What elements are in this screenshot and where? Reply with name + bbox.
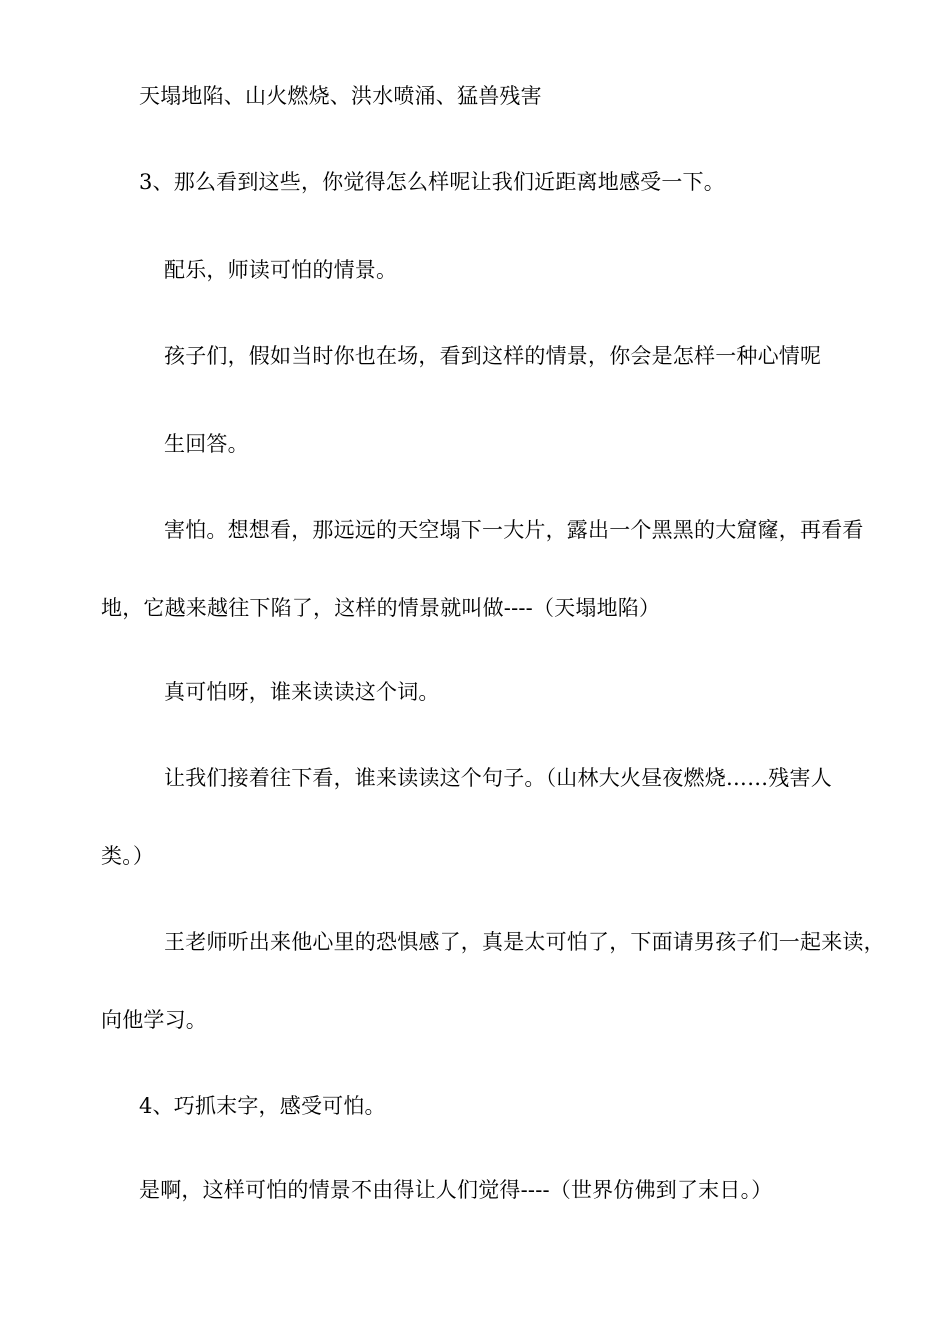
text-line-disasters: 天塌地陷、山火燃烧、洪水喷涌、猛兽残害: [139, 84, 542, 108]
text-line-end-of-world: 是啊，这样可怕的情景不由得让人们觉得----（世界仿佛到了末日。）: [139, 1178, 773, 1202]
text-line-read-sentence-2: 类。）: [101, 844, 155, 868]
text-line-step-4: 4、巧抓末字，感受可怕。: [139, 1094, 386, 1118]
text-line-student-answer: 生回答。: [164, 432, 249, 456]
text-line-boys-read-1: 王老师听出来他心里的恐惧感了，真是太可怕了，下面请男孩子们一起来读，: [164, 930, 885, 954]
text-line-step-3: 3、那么看到这些，你觉得怎么样呢让我们近距离地感受一下。: [139, 170, 725, 194]
text-line-read-sentence-1: 让我们接着往下看，谁来读读这个句子。（山林大火昼夜燃烧……残害人: [164, 766, 832, 790]
text-line-read-word: 真可怕呀，谁来读读这个词。: [164, 680, 440, 704]
text-line-boys-read-2: 向他学习。: [101, 1008, 207, 1032]
text-line-fear-2: 地，它越来越往下陷了，这样的情景就叫做----（天塌地陷）: [101, 596, 661, 620]
text-line-fear-1: 害怕。想想看，那远远的天空塌下一大片，露出一个黑黑的大窟窿，再看看: [164, 518, 864, 542]
text-line-teacher-reads: 配乐，师读可怕的情景。: [164, 258, 398, 282]
text-line-question: 孩子们，假如当时你也在场，看到这样的情景，你会是怎样一种心情呢: [164, 344, 822, 368]
